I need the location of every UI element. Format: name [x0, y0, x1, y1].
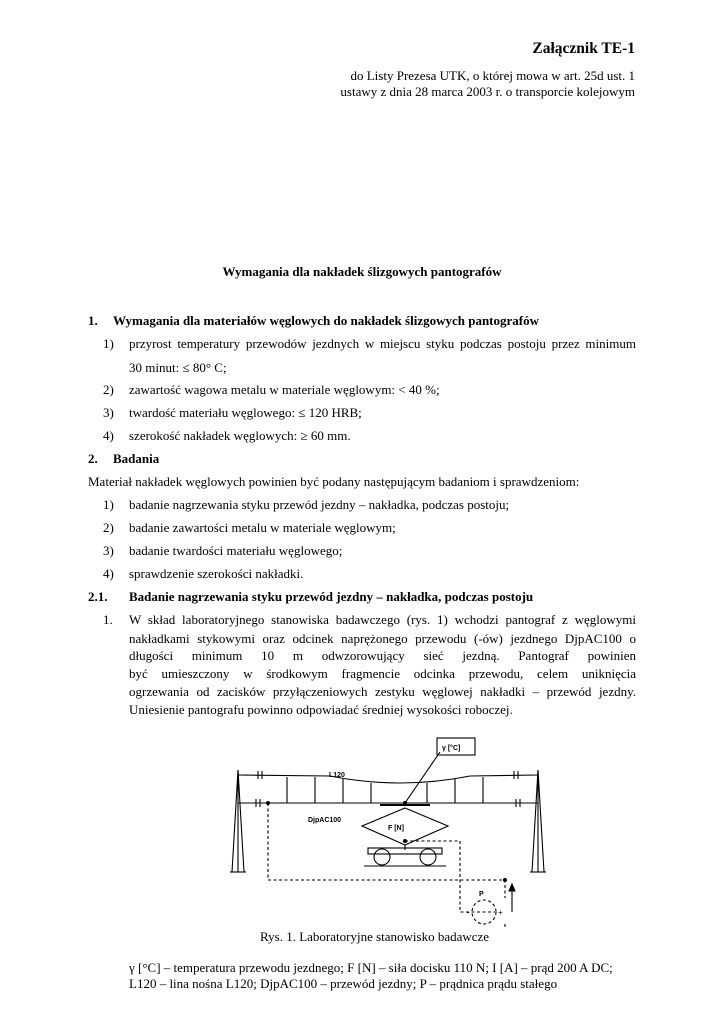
section-2-1-line-4: być umieszczony w środkowym fragmencie odcinka przewodu, celem uniknięcia [129, 666, 636, 681]
section-2-1-number: 2.1. [88, 589, 108, 604]
figure-caption: Rys. 1. Laboratoryjne stanowisko badawcze [260, 929, 490, 944]
temperature-sensor-line [405, 752, 440, 803]
section-1-item-1-line-1: przyrost temperatury przewodów jezdnych w miejscu styku podczas postoju przez minimum [129, 336, 636, 351]
section-2-intro: Materiał nakładek węglowych powinien być podany następującym badaniom i sprawdzeniom: [88, 474, 580, 489]
section-1-item-2-text: zawartość wagowa metalu w materiale węglowym: < 40 %; [129, 382, 440, 397]
section-2-1-line-1: W skład laboratoryjnego stanowiska badawczego (rys. 1) wchodzi pantograf z węglowymi [129, 612, 636, 627]
section-1-heading: Wymagania dla materiałów węglowych do nakładek ślizgowych pantografów [113, 313, 539, 328]
section-1-item-3-text: twardość materiału węglowego: ≤ 120 HRB; [129, 405, 362, 420]
annex-reference-line-1: do Listy Prezesa UTK, o której mowa w art. 25d ust. 1 [350, 68, 635, 83]
label-l120: L120 [329, 772, 345, 779]
droppers [287, 777, 483, 803]
section-2-1-line-3: długości minimum 10 m odwzorowujący sieć jezdną. Pantograf powinien [129, 648, 636, 663]
section-2-item-4-number: 4) [103, 566, 114, 581]
label-gamma: γ [°C] [442, 745, 461, 752]
label-djpac100: DjpAC100 [308, 817, 342, 824]
section-2-heading: Badania [113, 451, 160, 466]
section-2-1-line-2: nakładkami stykowymi oraz odcinek naprężonego przewodu (-ów) jezdnego DjpAC100 o [129, 631, 636, 646]
section-1-item-3-number: 3) [103, 405, 114, 420]
pantograph [362, 805, 448, 866]
section-1-item-1-number: 1) [103, 336, 114, 351]
label-force: F [N] [388, 825, 404, 832]
section-2-1-line-5: ogrzewania od zacisków przyłączeniowych zestyku węglowej nakładki – przewód jezdny. [129, 684, 636, 699]
section-2-item-1-number: 1) [103, 497, 114, 512]
label-generator: P [479, 891, 484, 898]
legend-line-1: γ [°C] – temperatura przewodu jezdnego; F [N] – siła docisku 110 N; I [A] – prąd 200 A DC; [129, 960, 613, 975]
section-2-1-item-number: 1. [103, 612, 113, 627]
section-2-item-2-text: badanie zawartości metalu w materiale węglowym; [129, 520, 396, 535]
section-2-number: 2. [88, 451, 98, 466]
section-2-1-heading: Badanie nagrzewania styku przewód jezdny – nakładka, podczas postoju [129, 589, 534, 604]
section-1-item-4-text: szerokość nakładek węglowych: ≥ 60 mm. [129, 428, 351, 443]
annex-title: Załącznik TE-1 [532, 40, 635, 57]
label-minus: - [467, 908, 470, 917]
section-2-item-3-number: 3) [103, 543, 114, 558]
legend-line-2: L120 – lina nośna L120; DjpAC100 – przewód jezdny; P – prądnica prądu stałego [129, 976, 558, 991]
section-2-item-4-text: sprawdzenie szerokości nakładki. [129, 566, 304, 581]
messenger-wire-l120 [238, 775, 538, 783]
section-2-item-3-text: badanie twardości materiału węglowego; [129, 543, 343, 558]
section-1-item-1-line-2: 30 minut: ≤ 80° C; [129, 360, 227, 375]
right-mast [530, 770, 546, 872]
section-2-item-1-text: badanie nagrzewania styku przewód jezdny – nakładka, podczas postoju; [129, 497, 510, 512]
section-1-item-2-number: 2) [103, 382, 114, 397]
section-1-item-4-number: 4) [103, 428, 114, 443]
label-plus: + [498, 908, 503, 917]
left-mast [230, 770, 246, 872]
section-2-1-line-6: Uniesienie pantografu powinno odpowiadać średniej wysokości roboczej. [129, 702, 513, 717]
document-title: Wymagania dla nakładek ślizgowych pantografów [222, 264, 502, 279]
section-2-item-2-number: 2) [103, 520, 114, 535]
section-1-number: 1. [88, 313, 98, 328]
annex-reference-line-2: ustawy z dnia 28 marca 2003 r. o transporcie kolejowym [340, 84, 635, 99]
